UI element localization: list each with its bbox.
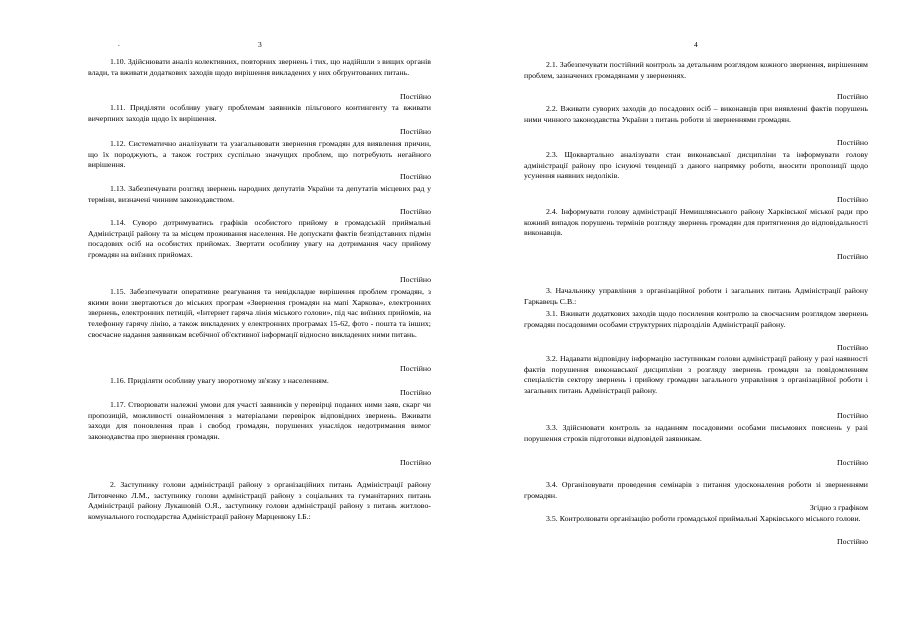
paragraph-1-16: 1.16. Приділяти особливу увагу зворотному зв'язку з населенням. xyxy=(110,376,329,385)
paragraph-1-15: 1.15. Забезпечувати оперативне реагування та невідкладне вирішення проблем громадян, з якими вони звертаються до міських програм «Звернення громадян на мапі Харкова», електронних звернень, електронних петицій, «Інтернет гаряча лінія міського голови», під час виїзних прийомів, на телефонну гарячу лінію, а також викладених у електронних програмах 15-62, фото - пошта та інших; своєчасне надання заявникам всебічної об'єктивної інформації відносно викладених ними питань. xyxy=(88,287,431,339)
term-1-15: Постійно xyxy=(399,364,431,373)
term-1-11: Постійно xyxy=(399,127,431,136)
page-number: 3 xyxy=(258,40,262,49)
paragraph-3: 3. Начальнику управління з організаційної роботи і загальних питань Адміністрації району Гаркавець С.В.: xyxy=(524,286,868,306)
term-2-3: Постійно xyxy=(836,195,868,204)
term-1-14: Постійно xyxy=(399,275,431,284)
paragraph-2-1: 2.1. Забезпечувати постійний контроль за детальним розглядом кожного звернення, вирішенням проблем, зазначених громадянами у зверненнях. xyxy=(524,60,868,80)
paragraph-1-13: 1.13. Забезпечувати розгляд звернень народних депутатів України та депутатів місцевих рад у терміни, визначені чинним законодавством. xyxy=(88,184,431,204)
term-3-2: Постійно xyxy=(836,411,868,420)
paragraph-3-5: 3.5. Контролювати організацію роботи громадської приймальні Харківського міського голови. xyxy=(546,514,861,523)
left-page xyxy=(88,0,431,642)
paragraph-1-17: 1.17. Створювати належні умови для участі заявників у перевірці поданих ними заяв, скарг чи пропозицій, можливості ознайомлення з матеріалами перевірок відповідних звернень. Вживати заходи для поновлення прав і свобод громадян, порушених унаслідок недотримання вимог законодавства про звернення громадян. xyxy=(88,400,431,442)
term-3-1: Постійно xyxy=(836,343,868,352)
paragraph-3-2: 3.2. Надавати відповідну інформацію заступникам голови адміністрації району у разі наявності фактів порушення виконавської дисципліни з розгляду звернень громадян за повідомленням спеціалістів сектору звернень і прийому громадян загального управління з організаційної роботи і загальних питань Адміністрації району. xyxy=(524,354,868,396)
term-1-12: Постійно xyxy=(399,172,431,181)
paragraph-1-12: 1.12. Систематично аналізувати та узагальнювати звернення громадян для виявлення причин, що їх породжують, а також гострих суспільно значущих проблем, що потребують негайного вирішення. xyxy=(88,139,431,170)
paragraph-1-11: 1.11. Приділяти особливу увагу проблемам заявників пільгового контингенту та вживати вичерпних заходів щодо їх вирішення. xyxy=(88,103,431,123)
right-page xyxy=(524,0,868,642)
term-1-10: Постійно xyxy=(399,92,431,101)
page-number: 4 xyxy=(694,40,698,49)
paragraph-1-10: 1.10. Здійснювати аналіз колективних, повторних звернень і тих, що надійшли з вищих органів влади, та вживати додаткових заходів щодо вирішення викладених у них обґрунтованих питань. xyxy=(88,57,431,77)
term-2-1: Постійно xyxy=(836,92,868,101)
paragraph-2-4: 2.4. Інформувати голову адміністрації Немишлянського району Харківської міської ради про кожний випадок порушень термінів розгляду звернень громадян для притягнення до відповідальності виконавців. xyxy=(524,207,868,238)
term-1-13: Постійно xyxy=(399,207,431,216)
term-1-16: Постійно xyxy=(399,388,431,397)
term-3-4: Згідно з графіком xyxy=(809,503,868,512)
term-2-2: Постійно xyxy=(836,138,868,147)
term-3-5: Постійно xyxy=(836,537,868,546)
term-1-17: Постійно xyxy=(399,458,431,467)
paragraph-3-4: 3.4. Організовувати проведення семінарів з питання удосконалення роботи зі зверненнями громадян. xyxy=(524,480,868,500)
paragraph-2-3: 2.3. Щоквартально аналізувати стан виконавської дисципліни та інформувати голову адміністрації району про існуючі тенденції з даного напрямку роботи, вносити пропозиції щодо усунення наявних недоліків. xyxy=(524,150,868,181)
paragraph-3-3: 3.3. Здійснювати контроль за наданням посадовими особами письмових пояснень у разі порушення строків підготовки відповідей заявникам. xyxy=(524,423,868,443)
term-2-4: Постійно xyxy=(836,252,868,261)
paragraph-1-14: 1.14. Суворо дотримуватись графіків особистого прийому в громадській приймальні Адміністрації району та за місцем проживання населення. Не допускати фактів безпідставних підмін посадових осіб на особистих прийомах. Звертати особливу увагу на дотримання часу прийому громадян на виїзних прийомах. xyxy=(88,218,431,260)
term-3-3: Постійно xyxy=(836,458,868,467)
paragraph-2-2: 2.2. Вживати суворих заходів до посадових осіб – виконавців при виявленні фактів порушень ними чинного законодавства України з питань роботи зі зверненнями громадян. xyxy=(524,104,868,124)
scan-mark: . xyxy=(118,40,120,48)
paragraph-3-1: 3.1. Вживати додаткових заходів щодо посилення контролю за своєчасним розглядом звернень громадян посадовими особами структурних підрозділів Адміністрації району. xyxy=(524,309,868,329)
paragraph-2: 2. Заступнику голови адміністрації району з організаційних питань Адміністрації району Литовченко Л.М., заступнику голови адміністрації району з соціальних та гуманітарних питань Адміністрації району Лукашовій О.Я., заступнику голови адміністрації району з питань житлово-комунального господарства Адміністрації району Марценюку І.Б.: xyxy=(88,480,431,522)
